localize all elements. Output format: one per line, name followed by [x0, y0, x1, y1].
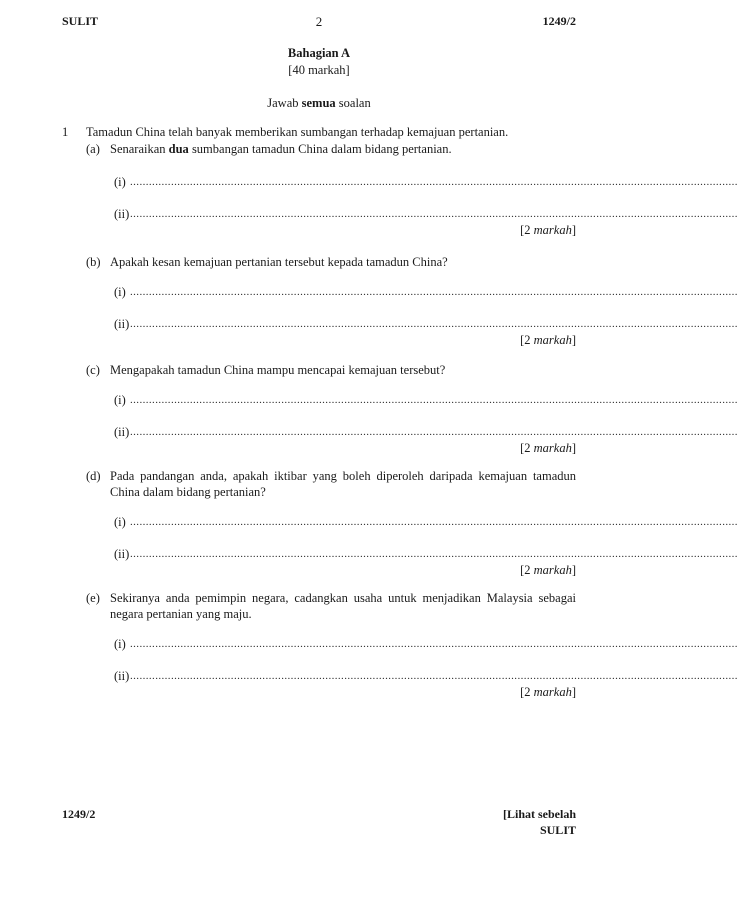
answer-line[interactable]: (i) .................................................................................................................................................................................................: [114, 285, 738, 299]
question-stem: Tamadun China telah banyak memberikan sumbangan terhadap kemajuan pertanian.: [86, 125, 509, 139]
marks-label: [2 markah]: [520, 441, 576, 455]
marks-label: [2 markah]: [520, 685, 576, 699]
answer-line[interactable]: (i) .................................................................................................................................................................................................: [114, 637, 738, 651]
part-d-label: (d): [86, 469, 101, 483]
dotted-line: .................................................................................................................................................................................................: [130, 394, 738, 406]
dotted-line: .................................................................................................................................................................................................: [130, 176, 738, 188]
answer-line[interactable]: (ii) .................................................................................................................................................................................................: [114, 317, 738, 331]
part-e-label: (e): [86, 591, 100, 605]
part-c-text: Mengapakah tamadun China mampu mencapai kemajuan tersebut?: [110, 363, 446, 377]
part-b-text: Apakah kesan kemajuan pertanian tersebut kepada tamadun China?: [110, 255, 448, 269]
answer-line[interactable]: (ii) .................................................................................................................................................................................................: [114, 425, 738, 439]
footer-sulit: SULIT: [539, 823, 576, 837]
part-c-label: (c): [86, 363, 100, 377]
answer-line[interactable]: (ii) .................................................................................................................................................................................................: [114, 669, 738, 683]
dotted-line: .................................................................................................................................................................................................: [130, 548, 738, 560]
footer-paper-code: 1249/2: [62, 807, 96, 821]
part-a-label: (a): [86, 142, 100, 156]
header-paper-code: 1249/2: [542, 14, 576, 28]
part-e-text: Sekiranya anda pemimpin negara, cadangkan usaha untuk menjadikan Malaysia sebagai negara pertanian yang maju.: [110, 591, 576, 621]
part-b-label: (b): [86, 255, 101, 269]
answer-line[interactable]: (i) .................................................................................................................................................................................................: [114, 515, 738, 529]
section-title: Bahagian A: [287, 46, 351, 60]
answer-line[interactable]: (i) .................................................................................................................................................................................................: [114, 175, 738, 189]
dotted-line: .................................................................................................................................................................................................: [130, 286, 738, 298]
page-number: 2: [315, 14, 323, 29]
dotted-line: .................................................................................................................................................................................................: [130, 638, 738, 650]
part-d-text: Pada pandangan anda, apakah iktibar yang boleh diperoleh daripada kemajuan tamadun China dalam bidang pertanian?: [110, 469, 576, 499]
answer-line[interactable]: (ii) .................................................................................................................................................................................................: [114, 207, 738, 221]
answer-line[interactable]: (ii) .................................................................................................................................................................................................: [114, 547, 738, 561]
marks-label: [2 markah]: [520, 563, 576, 577]
dotted-line: .................................................................................................................................................................................................: [130, 208, 738, 220]
marks-label: [2 markah]: [520, 333, 576, 347]
dotted-line: .................................................................................................................................................................................................: [130, 426, 738, 438]
dotted-line: .................................................................................................................................................................................................: [130, 670, 738, 682]
dotted-line: .................................................................................................................................................................................................: [130, 318, 738, 330]
section-marks: [40 markah]: [288, 63, 350, 77]
marks-label: [2 markah]: [520, 223, 576, 237]
part-a-text: Senaraikan dua sumbangan tamadun China dalam bidang pertanian.: [110, 142, 452, 156]
header-sulit: SULIT: [62, 14, 99, 28]
instruction: Jawab semua soalan: [267, 96, 371, 110]
question-number: 1: [62, 125, 69, 139]
dotted-line: .................................................................................................................................................................................................: [130, 516, 738, 528]
footer-next-page: [Lihat sebelah: [502, 807, 576, 821]
answer-line[interactable]: (i) .................................................................................................................................................................................................: [114, 393, 738, 407]
